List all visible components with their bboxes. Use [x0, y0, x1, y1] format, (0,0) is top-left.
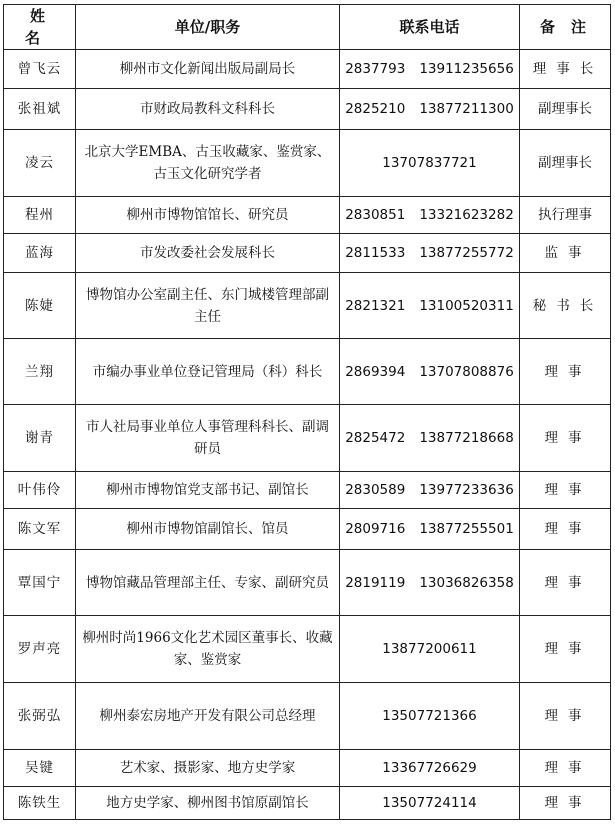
table-row — [4, 550, 611, 616]
table-row — [4, 130, 611, 197]
member-remark: 理事 — [520, 787, 611, 820]
member-phone — [340, 472, 520, 509]
mobile-phone: 13367726629 — [382, 760, 477, 776]
member-name: 程州 — [4, 197, 76, 234]
member-name: 谢青 — [4, 405, 76, 472]
header-row — [4, 5, 611, 50]
member-unit: 柳州泰宏房地产开发有限公司总经理 — [76, 683, 340, 750]
member-name: 覃国宁 — [4, 550, 76, 616]
table-row — [4, 50, 611, 89]
member-unit: 博物馆藏品管理部主任、专家、副研究员 — [76, 550, 340, 616]
member-remark: 副理事长 — [520, 89, 611, 130]
office-phone: 2819119 — [345, 574, 406, 591]
mobile-phone: 13977233636 — [419, 482, 514, 498]
member-remark: 监事 — [520, 234, 611, 273]
member-phone — [340, 50, 520, 89]
office-phone: 2869394 — [345, 363, 406, 380]
member-name: 张祖斌 — [4, 89, 76, 130]
member-unit: 市发改委社会发展科长 — [76, 234, 340, 273]
header-remark: 备注 — [520, 5, 611, 50]
member-phone — [340, 197, 520, 234]
office-phone: 2809716 — [345, 521, 406, 537]
mobile-phone: 13507721366 — [382, 708, 477, 724]
header-unit: 单位/职务 — [76, 5, 340, 50]
member-name: 陈铁生 — [4, 787, 76, 820]
member-phone — [340, 509, 520, 550]
table-row — [4, 234, 611, 273]
table-row — [4, 616, 611, 683]
member-name: 吴键 — [4, 750, 76, 787]
mobile-phone: 13877255772 — [419, 245, 514, 261]
header-name: 姓名 — [4, 5, 76, 50]
mobile-phone: 13877218668 — [419, 430, 514, 446]
member-unit: 柳州时尚1966文化艺术园区董事长、收藏家、鉴赏家 — [76, 616, 340, 683]
member-phone — [340, 787, 520, 820]
member-name: 凌云 — [4, 130, 76, 197]
office-phone: 2811533 — [345, 245, 406, 261]
member-remark: 理事 — [520, 550, 611, 616]
mobile-phone: 13707837721 — [382, 155, 477, 171]
member-remark: 理事 — [520, 683, 611, 750]
member-unit: 市财政局教科文科科长 — [76, 89, 340, 130]
member-remark: 理事 — [520, 750, 611, 787]
mobile-phone: 13877211300 — [419, 101, 514, 117]
member-remark: 理事 — [520, 616, 611, 683]
council-roster-table — [3, 4, 611, 820]
member-remark: 秘书长 — [520, 273, 611, 339]
member-phone — [340, 89, 520, 130]
mobile-phone: 13707808876 — [419, 363, 514, 380]
member-name: 张弼弘 — [4, 683, 76, 750]
member-remark: 理事长 — [520, 50, 611, 89]
table-row — [4, 472, 611, 509]
table-row — [4, 339, 611, 405]
mobile-phone: 13877255501 — [419, 521, 514, 537]
member-remark: 执行理事 — [520, 197, 611, 234]
office-phone: 2830589 — [345, 482, 406, 498]
member-name: 曾飞云 — [4, 50, 76, 89]
member-unit: 柳州市文化新闻出版局副局长 — [76, 50, 340, 89]
mobile-phone: 13877200611 — [382, 641, 477, 657]
member-phone — [340, 683, 520, 750]
member-unit: 柳州市博物馆馆长、研究员 — [76, 197, 340, 234]
table-row — [4, 273, 611, 339]
office-phone: 2837793 — [345, 61, 406, 77]
office-phone: 2825210 — [345, 101, 406, 117]
member-name: 陈文军 — [4, 509, 76, 550]
member-remark: 理事 — [520, 509, 611, 550]
member-phone — [340, 550, 520, 616]
member-phone — [340, 130, 520, 197]
office-phone: 2821321 — [345, 297, 406, 314]
office-phone: 2825472 — [345, 430, 406, 446]
roster-body — [4, 50, 611, 820]
member-name: 叶伟伶 — [4, 472, 76, 509]
member-unit: 柳州市博物馆副馆长、馆员 — [76, 509, 340, 550]
office-phone: 2830851 — [345, 207, 406, 223]
member-name: 陈婕 — [4, 273, 76, 339]
member-name: 兰翔 — [4, 339, 76, 405]
member-name: 蓝海 — [4, 234, 76, 273]
member-unit: 北京大学EMBA、古玉收藏家、鉴赏家、古玉文化研究学者 — [76, 130, 340, 197]
table-row — [4, 197, 611, 234]
member-name: 罗声亮 — [4, 616, 76, 683]
mobile-phone: 13507724114 — [382, 795, 477, 811]
member-unit: 市编办事业单位登记管理局（科）科长 — [76, 339, 340, 405]
mobile-phone: 13911235656 — [419, 61, 514, 77]
member-unit: 柳州市博物馆党支部书记、副馆长 — [76, 472, 340, 509]
member-remark: 副理事长 — [520, 130, 611, 197]
mobile-phone: 13100520311 — [419, 297, 514, 314]
member-unit: 地方史学家、柳州图书馆原副馆长 — [76, 787, 340, 820]
table-row — [4, 787, 611, 820]
table-row — [4, 405, 611, 472]
member-remark: 理事 — [520, 472, 611, 509]
member-phone — [340, 234, 520, 273]
member-phone — [340, 750, 520, 787]
member-unit: 博物馆办公室副主任、东门城楼管理部副主任 — [76, 273, 340, 339]
table-row — [4, 750, 611, 787]
member-phone — [340, 273, 520, 339]
member-remark: 理事 — [520, 405, 611, 472]
mobile-phone: 13321623282 — [419, 207, 514, 223]
member-unit: 市人社局事业单位人事管理科科长、副调研员 — [76, 405, 340, 472]
table-row — [4, 509, 611, 550]
member-phone — [340, 339, 520, 405]
member-phone — [340, 616, 520, 683]
member-phone — [340, 405, 520, 472]
mobile-phone: 13036826358 — [419, 574, 514, 591]
member-remark: 理事 — [520, 339, 611, 405]
table-row — [4, 683, 611, 750]
table-row — [4, 89, 611, 130]
member-unit: 艺术家、摄影家、地方史学家 — [76, 750, 340, 787]
header-phone: 联系电话 — [340, 5, 520, 50]
